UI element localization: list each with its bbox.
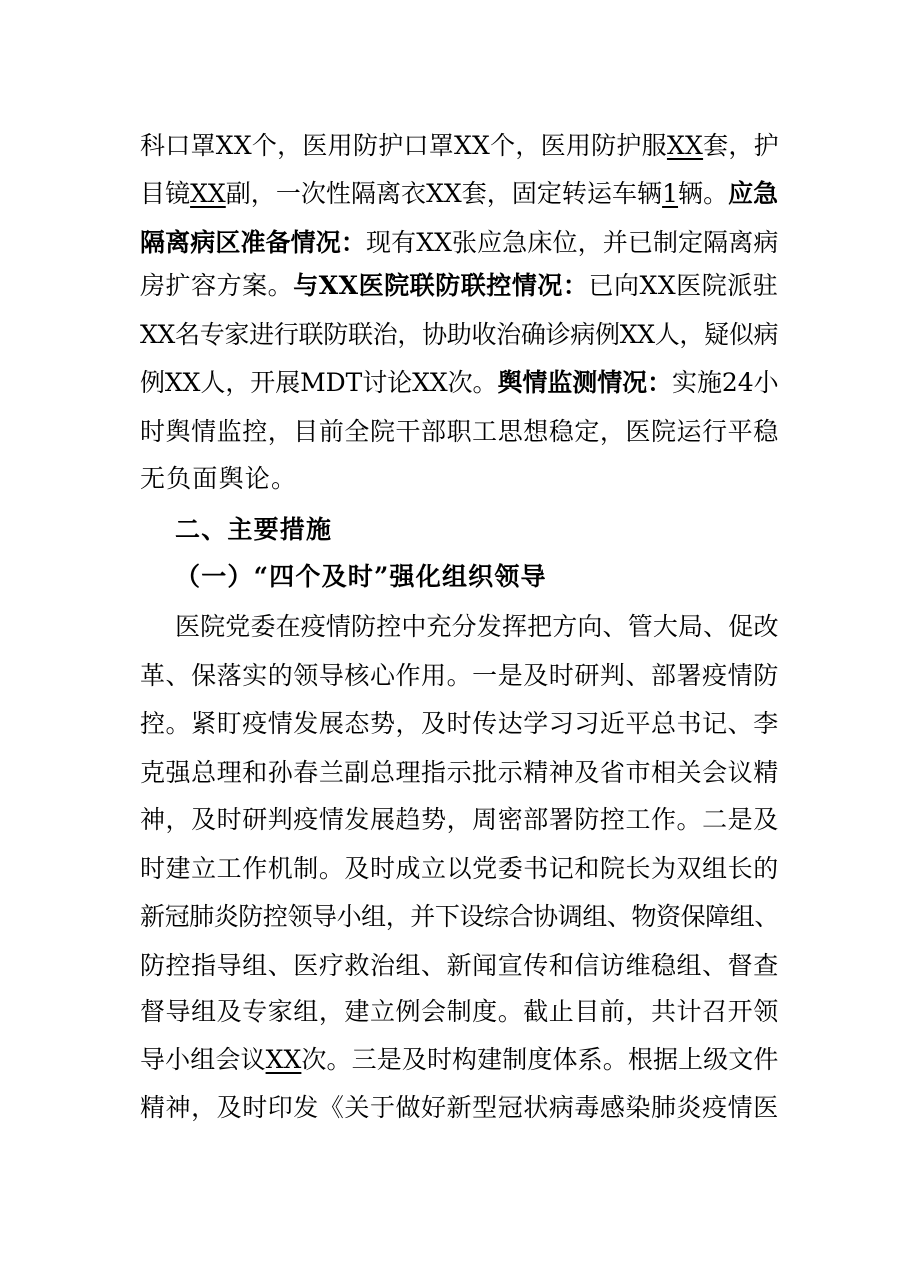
underlined-text-segment: XX	[265, 1045, 302, 1074]
text-segment: 实施24小	[672, 368, 779, 397]
text-line	[140, 455, 780, 503]
bold-text-segment: 与XX医院联防联控情况：	[293, 271, 589, 300]
text-segment: 已向XX医院派驻	[588, 271, 779, 300]
text-line	[140, 311, 780, 359]
text-segment: 例XX人，开展MDT讨论XX次。	[140, 368, 498, 397]
text-line	[140, 122, 780, 170]
text-segment: 控。紧盯疫情发展态势，及时传达学习习近平总书记、李	[140, 709, 779, 738]
text-segment: 时舆情监控，目前全院干部职工思想稳定，医院运行平稳	[140, 417, 779, 446]
text-line	[175, 506, 780, 554]
underlined-text-segment: XX	[190, 179, 226, 208]
text-segment: 科口罩XX个，医用防护口罩XX个，医用防护服	[140, 131, 667, 160]
text-segment: 时建立工作机制。及时成立以党委书记和院长为双组长的	[140, 854, 779, 883]
text-line	[140, 749, 780, 797]
text-segment: 现有XX张应急床位，并已制定隔离病	[366, 228, 779, 257]
text-segment: 克强总理和孙春兰副总理指示批示精神及省市相关会议精	[140, 758, 779, 787]
text-line	[140, 893, 780, 941]
text-line	[140, 262, 780, 310]
text-segment: 神，及时研判疫情发展趋势，周密部署防控工作。二是及	[140, 805, 779, 834]
text-segment: 新冠肺炎防控领导小组，并下设综合协调组、物资保障组、	[140, 902, 779, 931]
text-line	[140, 1036, 780, 1084]
text-line	[140, 845, 780, 893]
text-line	[140, 700, 780, 748]
text-segment: 次。三是及时构建制度体系。根据上级文件	[301, 1045, 779, 1074]
text-segment: 医院党委在疫情防控中充分发挥把方向、管大局、促改	[175, 612, 779, 641]
text-segment: 防控指导组、医疗救治组、新闻宣传和信访维稳组、督查	[140, 951, 779, 980]
text-line	[140, 796, 780, 844]
bold-text-segment: 二、主要措施	[175, 515, 333, 544]
text-line	[140, 942, 780, 990]
text-line	[140, 170, 780, 218]
text-segment: 辆。	[678, 179, 729, 208]
underlined-text-segment: XX	[666, 131, 704, 160]
text-line	[175, 603, 780, 651]
text-segment: 套，护	[703, 131, 779, 160]
text-line	[175, 553, 780, 601]
text-segment: 导小组会议	[140, 1045, 266, 1074]
underlined-text-segment: 1	[662, 179, 679, 208]
text-segment: 目镜	[140, 179, 191, 208]
text-line	[140, 1084, 780, 1132]
text-line	[140, 219, 780, 267]
text-line	[140, 988, 780, 1036]
text-line	[140, 359, 780, 407]
bold-text-segment: （一）“四个及时”强化组织领导	[175, 562, 547, 591]
text-segment: 副，一次性隔离衣XX套，固定转运车辆	[225, 179, 663, 208]
bold-text-segment: 应急	[728, 179, 779, 208]
text-line	[140, 408, 780, 456]
bold-text-segment: 隔离病区准备情况：	[140, 228, 367, 257]
text-segment: 精神，及时印发《关于做好新型冠状病毒感染肺炎疫情医	[140, 1093, 779, 1122]
text-segment: 革、保落实的领导核心作用。一是及时研判、部署疫情防	[140, 661, 779, 690]
text-segment: 房扩容方案。	[140, 271, 294, 300]
text-line	[140, 652, 780, 700]
bold-text-segment: 舆情监测情况：	[497, 368, 673, 397]
text-segment: XX名专家进行联防联治，协助收治确诊病例XX人，疑似病	[140, 320, 779, 349]
text-segment: 督导组及专家组，建立例会制度。截止目前，共计召开领	[140, 997, 779, 1026]
text-segment: 无负面舆论。	[140, 464, 298, 493]
